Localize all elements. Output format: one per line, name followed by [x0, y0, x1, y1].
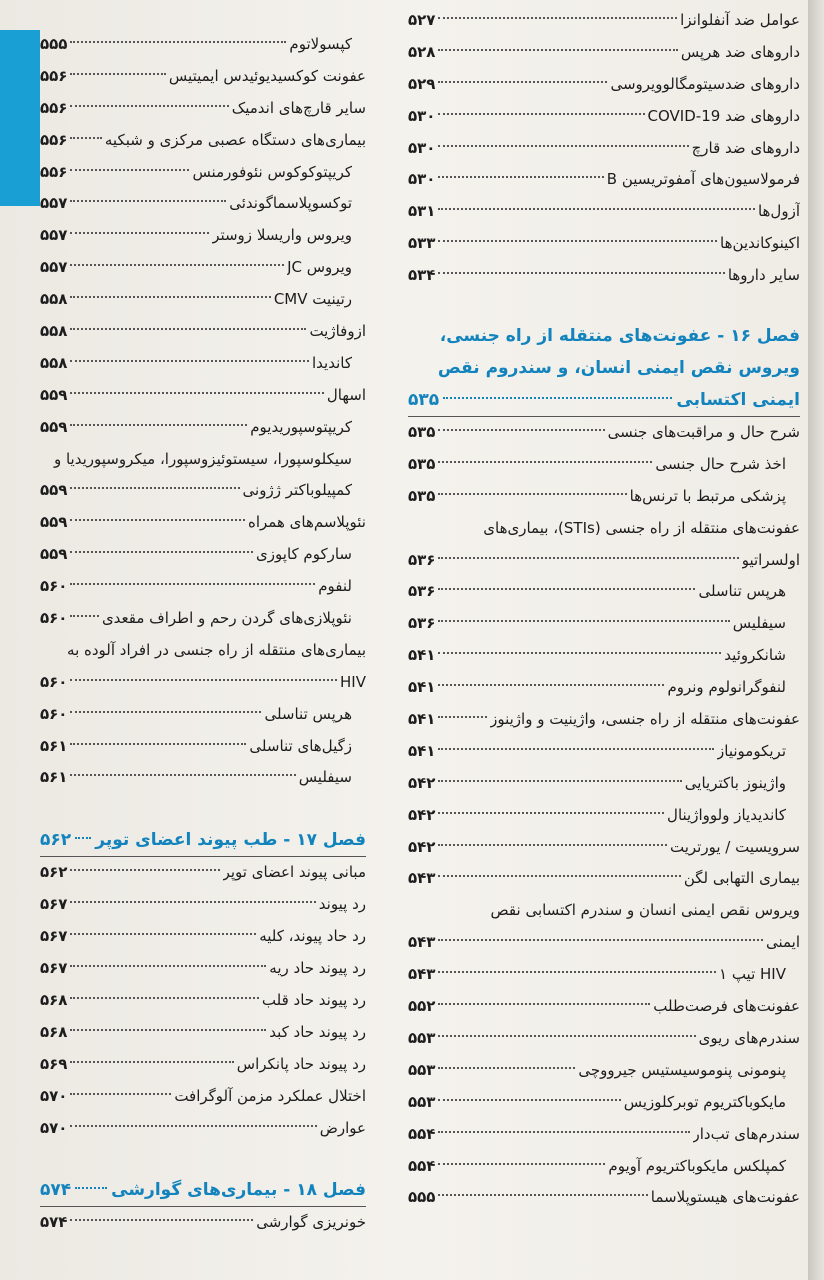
toc-entry	[408, 704, 800, 736]
toc-entry-title: کپسولاتوم	[289, 35, 352, 53]
toc-entry-page: ۵۴۲	[408, 773, 436, 792]
toc-entry	[408, 196, 800, 228]
dot-leader	[70, 360, 309, 362]
dot-leader	[70, 200, 226, 202]
dot-leader	[438, 81, 607, 83]
toc-entry	[40, 1017, 366, 1049]
toc-entry-title: رد پیوند حاد پانکراس	[236, 1054, 366, 1073]
toc-entry-group	[40, 1207, 366, 1239]
toc-entry-title: سایر قارچ‌های اندمیک	[231, 98, 366, 117]
toc-entry-title: کمپلکس مایکوباکتریوم آویوم	[608, 1156, 786, 1175]
toc-entry-title: آزول‌ها	[757, 202, 800, 221]
toc-entry-page: ۵۴۲	[408, 837, 436, 856]
dot-leader	[438, 748, 714, 750]
toc-entry-title: سرویسیت / یورتریت	[669, 837, 800, 856]
toc-entry	[408, 1055, 800, 1087]
dot-leader	[70, 264, 284, 266]
toc-entry	[408, 768, 800, 800]
toc-entry-title: رتینیت CMV	[273, 290, 352, 309]
toc-entry-title: توکسوپلاسماگوندئی	[229, 194, 352, 213]
toc-entry-title: اختلال عملکرد مزمن آلوگرافت	[174, 1086, 366, 1105]
toc-entry-title: HIV تیپ ۱	[719, 965, 786, 984]
toc-entry-title: عفونت کوکسیدیوئیدس ایمیتیس	[168, 66, 366, 85]
toc-entry	[408, 101, 800, 133]
toc-entry-title: کاندیدا	[312, 353, 352, 372]
toc-entry-title: کریپتوسپوریدیوم	[250, 417, 352, 436]
toc-entry	[408, 800, 800, 832]
toc-entry-page: ۵۴۳	[408, 965, 436, 984]
dot-leader	[438, 844, 667, 846]
toc-entry-page: ۵۳۰	[408, 138, 436, 157]
toc-entry-page: ۵۳۰	[408, 170, 436, 189]
toc-entry-page: ۵۳۱	[408, 202, 436, 221]
toc-entry	[40, 93, 366, 125]
toc-entry-page: ۵۵۳	[408, 1028, 436, 1047]
dot-leader	[438, 49, 677, 51]
toc-entry-page: ۵۶۸	[40, 1022, 68, 1041]
toc-entry-page: ۵۵۵	[408, 1188, 436, 1207]
toc-entry-page: ۵۶۷	[40, 959, 68, 978]
toc-entry-title: عوامل ضد آنفلوانزا	[680, 11, 800, 29]
toc-entry	[408, 640, 800, 672]
toc-entry-page: ۵۵۹	[40, 545, 68, 564]
toc-entry-title: سایر داروها	[727, 266, 800, 285]
toc-entry-continued: سیکلوسپورا، سیستوئیزوسپورا، میکروسپوریدیا و	[53, 449, 352, 468]
toc-entry-group	[408, 417, 800, 513]
toc-entry-title: ویروس واریسلا زوستر	[212, 226, 352, 245]
toc-entry-title: داروهای ضد COVID-19	[647, 106, 800, 125]
toc-entry-title: اکینوکاندین‌ها	[720, 234, 800, 253]
page-edge-shadow	[808, 0, 824, 1280]
toc-entry-title: رد پیوند حاد قلب	[261, 990, 366, 1009]
toc-entry-page: ۵۷۰	[40, 1086, 68, 1105]
toc-entry-page: ۵۵۸	[40, 322, 68, 341]
toc-entry	[408, 608, 800, 640]
toc-entry	[40, 762, 366, 794]
toc-entry	[40, 507, 366, 539]
toc-entry-title: شرح حال و مراقبت‌های جنسی	[607, 423, 800, 442]
toc-entry-group	[40, 857, 366, 1144]
toc-entry	[408, 133, 800, 165]
dot-leader	[438, 939, 762, 941]
toc-entry	[40, 985, 366, 1017]
toc-entry	[408, 481, 800, 513]
toc-entry-page: ۵۳۴	[408, 266, 436, 285]
toc-entry-group	[40, 699, 366, 795]
toc-entry-page: ۵۵۹	[40, 385, 68, 404]
toc-entry-title: کاندیدیاز ولوواژینال	[667, 805, 786, 824]
toc-entry	[40, 699, 366, 731]
dot-leader	[438, 620, 729, 622]
dot-leader	[438, 493, 626, 495]
chapter-17-heading	[40, 824, 366, 856]
toc-entry-title: ازوفاژیت	[309, 322, 366, 341]
toc-entry-title: مایکوباکتریوم توبرکلوزیس	[623, 1092, 786, 1111]
toc-entry	[408, 69, 800, 101]
toc-entry-title: مبانی پیوند اعضای توپر	[222, 863, 366, 882]
toc-entry-title: رد پیوند	[318, 895, 366, 914]
dot-leader	[70, 551, 253, 553]
toc-entry-page: ۵۶۲	[40, 863, 68, 882]
toc-entry	[408, 228, 800, 260]
toc-entry	[40, 220, 366, 252]
toc-entry-group	[408, 5, 800, 292]
dot-leader	[70, 679, 337, 681]
toc-entry-page: ۵۷۴	[40, 1213, 68, 1232]
dot-leader	[70, 137, 101, 139]
toc-entry-title: سندرم‌های ریوی	[698, 1028, 800, 1047]
dot-leader	[70, 169, 189, 171]
toc-entry-page: ۵۵۴	[408, 1156, 436, 1175]
toc-entry	[40, 29, 366, 61]
toc-entry	[40, 1081, 366, 1113]
toc-entry	[40, 475, 366, 507]
toc-entry-page: ۵۵۹	[40, 513, 68, 532]
toc-entry-title: داروهای ضد قارچ	[691, 138, 800, 157]
toc-entry-page: ۵۳۰	[408, 106, 436, 125]
chapter-tab-marker	[0, 30, 40, 206]
dot-leader	[438, 971, 716, 973]
toc-entry-page: ۵۳۶	[408, 582, 436, 601]
dot-leader	[70, 1219, 253, 1221]
toc-entry-page: ۵۵۸	[40, 290, 68, 309]
toc-entry-title: HIV	[340, 672, 366, 691]
toc-entry-title: تریکومونیاز	[717, 741, 786, 760]
toc-entry	[40, 1207, 366, 1239]
dot-leader	[438, 1035, 695, 1037]
toc-entry	[408, 164, 800, 196]
toc-entry	[40, 412, 366, 444]
toc-entry	[40, 1049, 366, 1081]
toc-entry	[408, 1151, 800, 1183]
toc-entry	[40, 921, 366, 953]
toc-entry-page: ۵۲۹	[408, 74, 436, 93]
toc-entry-title: نئوپلازی‌های گردن رحم و اطراف مقعدی	[101, 609, 352, 628]
toc-entry-title: عوارض	[319, 1118, 366, 1137]
toc-entry	[40, 603, 366, 635]
toc-entry	[408, 260, 800, 292]
toc-entry-page: ۵۴۱	[408, 678, 436, 697]
toc-entry-title: بیماری التهابی لگن	[683, 869, 800, 888]
dot-leader	[70, 615, 98, 617]
toc-entry-page: ۵۵۹	[40, 417, 68, 436]
toc-entry-page: ۵۵۶	[40, 130, 68, 149]
toc-entry-page: ۵۵۶	[40, 162, 68, 181]
toc-entry-page: ۵۷۰	[40, 1118, 68, 1137]
dot-leader	[438, 1194, 647, 1196]
dot-leader	[70, 1125, 316, 1127]
dot-leader	[75, 1187, 107, 1189]
toc-entry	[40, 731, 366, 763]
toc-entry	[408, 1119, 800, 1151]
toc-entry	[408, 959, 800, 991]
toc-entry-page: ۵۳۶	[408, 550, 436, 569]
toc-entry-title: داروهای ضد هرپس	[680, 42, 800, 61]
dot-leader	[438, 208, 754, 210]
dot-leader	[438, 780, 681, 782]
dot-leader	[438, 1003, 650, 1005]
dot-leader	[70, 519, 245, 521]
dot-leader	[75, 837, 91, 839]
toc-entry-page: ۵۵۳	[408, 1092, 436, 1111]
toc-entry	[408, 1023, 800, 1055]
toc-entry-title: ایمنی	[765, 933, 800, 952]
toc-entry-title: ویروس JC	[287, 258, 352, 277]
toc-entry	[408, 832, 800, 864]
dot-leader	[70, 424, 247, 426]
toc-entry-title: رد حاد پیوند، کلیه	[259, 927, 366, 946]
dot-leader	[438, 716, 487, 718]
dot-leader	[438, 652, 721, 654]
dot-leader	[70, 965, 266, 967]
dot-leader	[438, 240, 717, 242]
toc-entry-title: سندرم‌های تب‌دار	[692, 1124, 800, 1143]
dot-leader	[70, 328, 306, 330]
dot-leader	[70, 41, 286, 43]
dot-leader	[70, 869, 219, 871]
chapter-17-title: فصل ۱۷ - طب پیوند اعضای توپر	[95, 830, 366, 851]
toc-entry-page: ۵۳۵	[408, 454, 436, 473]
toc-entry	[40, 571, 366, 603]
toc-entry-title: زگیل‌های تناسلی	[249, 736, 352, 755]
dot-leader	[70, 901, 315, 903]
toc-entry-page: ۵۶۷	[40, 927, 68, 946]
toc-entry-title: عفونت‌های منتقله از راه جنسی، واژینیت و واژینوز	[490, 710, 800, 729]
dot-leader	[70, 711, 261, 713]
toc-entry-page: ۵۴۳	[408, 869, 436, 888]
toc-entry	[40, 284, 366, 316]
toc-entry-page: ۵۶۰	[40, 672, 68, 691]
toc-entry-page: ۵۴۱	[408, 710, 436, 729]
toc-entry-page: ۵۵۷	[40, 258, 68, 277]
toc-right-column	[408, 5, 800, 1214]
toc-entry	[408, 449, 800, 481]
dot-leader	[438, 145, 688, 147]
toc-entry-page: ۵۳۵	[408, 486, 436, 505]
toc-entry-page: ۵۳۵	[408, 423, 436, 442]
toc-entry	[408, 417, 800, 449]
toc-entry-page: ۵۶۸	[40, 990, 68, 1009]
chapter-17-page: ۵۶۲	[40, 830, 72, 851]
chapter-16-heading-line2: ویروس نقص ایمنی انسان، و سندروم نقص	[437, 358, 800, 379]
dot-leader	[438, 812, 664, 814]
toc-entry-page: ۵۵۹	[40, 481, 68, 500]
toc-entry-page: ۵۵۸	[40, 353, 68, 372]
toc-entry-title: عفونت‌های فرصت‌طلب	[653, 997, 800, 1016]
toc-entry-title: سیفلیس	[732, 614, 786, 633]
toc-entry	[40, 157, 366, 189]
chapter-16-page: ۵۳۵	[408, 390, 440, 411]
toc-entry	[40, 953, 366, 985]
toc-entry-title: خونریزی گوارشی	[256, 1213, 366, 1232]
toc-entry-page: ۵۶۷	[40, 895, 68, 914]
toc-entry-page: ۵۶۹	[40, 1054, 68, 1073]
toc-entry-title: نئوپلاسم‌های همراه	[247, 513, 366, 532]
toc-entry-title: هرپس تناسلی	[698, 582, 786, 601]
toc-entry	[408, 736, 800, 768]
toc-entry	[408, 5, 800, 37]
dot-leader	[438, 17, 677, 19]
toc-entry	[40, 348, 366, 380]
toc-entry-page: ۵۵۶	[40, 66, 68, 85]
toc-entry-page: ۵۲۸	[408, 42, 436, 61]
toc-entry-page: ۵۳۳	[408, 234, 436, 253]
dot-leader	[438, 875, 680, 877]
toc-entry-title: عفونت‌های هیستوپلاسما	[650, 1188, 800, 1207]
toc-entry	[40, 857, 366, 889]
toc-entry-title: بیماری‌های دستگاه عصبی مرکزی و شبکیه	[104, 130, 366, 149]
toc-entry-page: ۵۵۷	[40, 226, 68, 245]
toc-entry-page: ۵۴۱	[408, 646, 436, 665]
dot-leader	[70, 392, 323, 394]
toc-entry	[40, 252, 366, 284]
toc-entry-title: کریپتوکوکوس نئوفورمنس	[192, 162, 352, 181]
toc-entry-page: ۵۳۶	[408, 614, 436, 633]
toc-entry	[408, 863, 800, 895]
toc-entry-group	[40, 29, 366, 444]
toc-entry-continued: ویروس نقص ایمنی انسان و سندرم اکتسابی نقص	[490, 901, 800, 920]
toc-entry	[40, 1113, 366, 1145]
toc-entry-page: ۵۵۶	[40, 98, 68, 117]
toc-entry	[40, 316, 366, 348]
toc-entry-title: اخذ شرح حال جنسی	[655, 454, 786, 473]
toc-left-column	[40, 29, 366, 1239]
toc-entry	[408, 927, 800, 959]
toc-entry-title: هرپس تناسلی	[264, 704, 352, 723]
dot-leader	[438, 1067, 575, 1069]
toc-entry-continued: بیماری‌های منتقله از راه جنسی در افراد آلوده به	[67, 640, 366, 659]
dot-leader	[70, 743, 246, 745]
dot-leader	[438, 588, 695, 590]
dot-leader	[70, 997, 258, 999]
dot-leader	[70, 73, 165, 75]
toc-entry	[408, 545, 800, 577]
chapter-18-heading	[40, 1174, 366, 1206]
toc-entry-page: ۵۴۱	[408, 741, 436, 760]
toc-entry-page: ۵۲۷	[408, 11, 436, 29]
toc-entry-title: شانکروئید	[724, 646, 786, 665]
dot-leader	[70, 296, 270, 298]
toc-entry	[40, 380, 366, 412]
toc-entry-page: ۵۶۱	[40, 768, 68, 787]
dot-leader	[70, 1093, 171, 1095]
toc-entry	[408, 1182, 800, 1214]
dot-leader	[70, 583, 315, 585]
toc-entry-title: اسهال	[326, 385, 366, 404]
dot-leader	[70, 487, 239, 489]
toc-entry-title: سارکوم کاپوزی	[256, 545, 352, 564]
toc-entry-page: ۵۵۲	[408, 997, 436, 1016]
dot-leader	[438, 557, 738, 559]
toc-entry	[408, 991, 800, 1023]
toc-entry-title: پزشکی مرتبط با ترنس‌ها	[629, 486, 786, 505]
toc-entry-title: سیفلیس	[298, 768, 352, 787]
chapter-16-heading: فصل ۱۶ - عفونت‌های منتقله از راه جنسی،	[439, 326, 800, 347]
toc-entry-page: ۵۵۳	[408, 1060, 436, 1079]
dot-leader	[438, 684, 664, 686]
toc-entry-title: لنفوم	[318, 577, 352, 596]
toc-entry	[40, 667, 366, 699]
toc-entry-title: رد پیوند حاد ریه	[269, 959, 366, 978]
toc-entry	[40, 61, 366, 93]
toc-entry-page: ۵۶۰	[40, 577, 68, 596]
toc-entry-page: ۵۶۰	[40, 609, 68, 628]
toc-entry	[408, 672, 800, 704]
chapter-16-heading-line3	[408, 384, 800, 416]
dot-leader	[438, 461, 652, 463]
toc-entry-page: ۵۵۴	[408, 1124, 436, 1143]
toc-entry	[408, 576, 800, 608]
toc-entry	[40, 889, 366, 921]
dot-leader	[443, 397, 672, 399]
dot-leader	[438, 1131, 689, 1133]
dot-leader	[70, 1061, 233, 1063]
dot-leader	[70, 933, 256, 935]
toc-entry	[40, 125, 366, 157]
dot-leader	[438, 113, 644, 115]
toc-entry-title: پنومونی پنوموسیستیس جیرووچی	[578, 1060, 786, 1079]
dot-leader	[438, 1163, 605, 1165]
dot-leader	[70, 1029, 266, 1031]
toc-entry-title: داروهای ضدسیتومگالوویروسی	[610, 74, 800, 93]
toc-entry-group	[408, 576, 800, 895]
toc-entry-title: کمپیلوباکتر ژژونی	[242, 481, 352, 500]
toc-entry-page: ۵۶۱	[40, 736, 68, 755]
toc-entry-title: رد پیوند حاد کبد	[269, 1022, 366, 1041]
toc-entry	[408, 37, 800, 69]
toc-entry-title: لنفوگرانولوم ونروم	[667, 678, 786, 697]
dot-leader	[438, 429, 604, 431]
chapter-18-page: ۵۷۴	[40, 1180, 72, 1201]
toc-entry	[40, 539, 366, 571]
toc-entry	[40, 188, 366, 220]
dot-leader	[70, 232, 209, 234]
toc-entry	[408, 1087, 800, 1119]
toc-entry-continued: عفونت‌های منتقله از راه جنسی (STIs)، بیماری‌های	[483, 518, 800, 537]
toc-entry-page: ۵۴۳	[408, 933, 436, 952]
toc-entry-page: ۵۶۰	[40, 704, 68, 723]
toc-entry-page: ۵۵۷	[40, 194, 68, 213]
dot-leader	[70, 105, 228, 107]
toc-entry-group	[408, 959, 800, 1214]
toc-entry-title: اولسراتیو	[741, 550, 800, 569]
toc-entry-page: ۵۴۲	[408, 805, 436, 824]
chapter-18-title: فصل ۱۸ - بیماری‌های گوارشی	[111, 1180, 366, 1201]
chapter-16-heading-line3-text: ایمنی اکتسابی	[676, 390, 800, 411]
dot-leader	[438, 272, 724, 274]
toc-entry-group	[40, 507, 366, 635]
dot-leader	[438, 176, 603, 178]
toc-entry-page: ۵۵۵	[40, 35, 68, 53]
dot-leader	[438, 1099, 620, 1101]
toc-entry-title: واژینوز باکتریایی	[684, 773, 786, 792]
dot-leader	[70, 774, 295, 776]
toc-entry-title: فرمولاسیون‌های آمفوتریسین B	[606, 170, 800, 189]
